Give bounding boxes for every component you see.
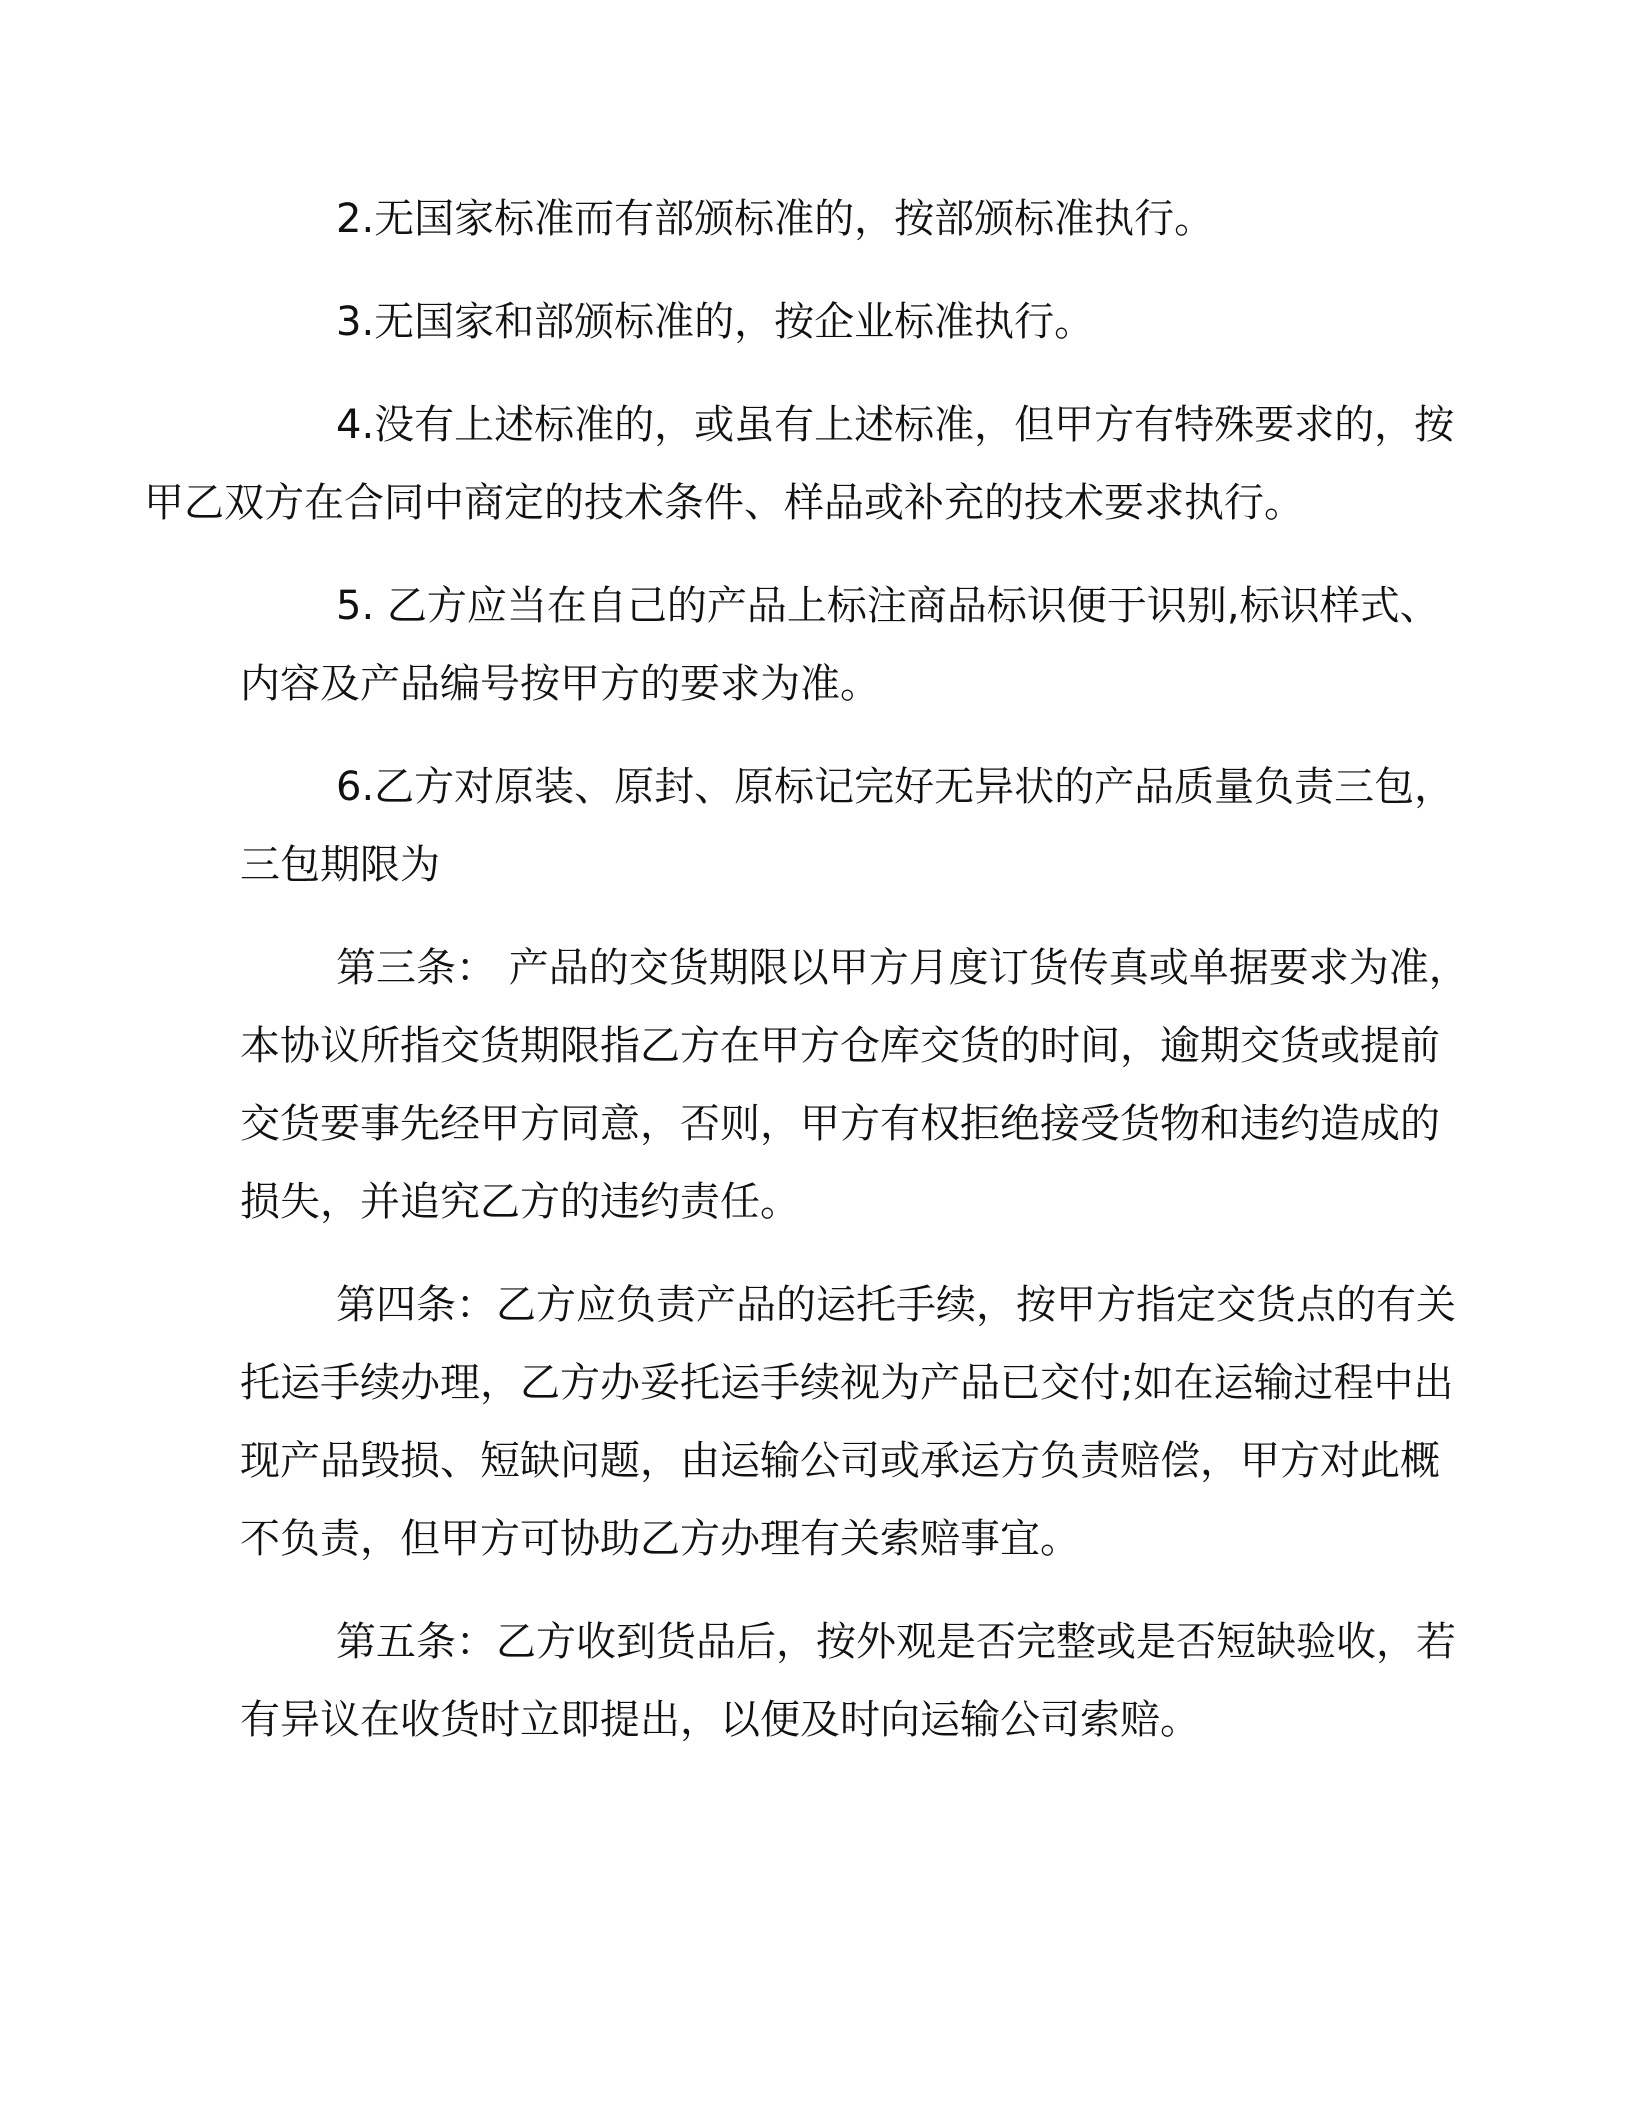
text-line: 5. 乙方应当在自己的产品上标注商品标识便于识别,标识样式、 bbox=[336, 583, 1440, 629]
text-line: 现产品毁损、短缺问题，由运输公司或承运方负责赔偿，甲方对此概 bbox=[240, 1438, 1440, 1484]
paragraph-item-4 bbox=[144, 386, 1455, 542]
text-line: 第四条：乙方应负责产品的运托手续，按甲方指定交货点的有关 bbox=[336, 1282, 1456, 1328]
text-line: 4.没有上述标准的，或虽有上述标准，但甲方有特殊要求的，按 bbox=[336, 402, 1455, 448]
text-line: 托运手续办理，乙方办妥托运手续视为产品已交付;如在运输过程中出 bbox=[240, 1360, 1454, 1406]
document-body bbox=[144, 180, 1469, 1784]
text-line: 三包期限为 bbox=[240, 842, 440, 888]
text-line: 不负责，但甲方可协助乙方办理有关索赔事宜。 bbox=[240, 1516, 1080, 1562]
text-line: 2.无国家标准而有部颁标准的，按部颁标准执行。 bbox=[336, 196, 1215, 242]
paragraph-article-3 bbox=[240, 929, 1469, 1241]
paragraph-article-4 bbox=[240, 1266, 1456, 1578]
text-line: 第三条： 产品的交货期限以甲方月度订货传真或单据要求为准， bbox=[336, 945, 1469, 991]
paragraph-item-3 bbox=[240, 283, 1392, 361]
paragraph-item-6 bbox=[240, 748, 1455, 904]
text-line: 6.乙方对原装、原封、原标记完好无异状的产品质量负责三包， bbox=[336, 764, 1455, 810]
text-line: 甲乙双方在合同中商定的技术条件、样品或补充的技术要求执行。 bbox=[144, 480, 1304, 526]
paragraph-article-5 bbox=[240, 1603, 1456, 1759]
paragraph-item-5 bbox=[240, 567, 1440, 723]
text-line: 内容及产品编号按甲方的要求为准。 bbox=[240, 661, 880, 707]
text-line: 有异议在收货时立即提出，以便及时向运输公司索赔。 bbox=[240, 1697, 1200, 1743]
paragraph-item-2 bbox=[240, 180, 1392, 258]
text-line: 损失，并追究乙方的违约责任。 bbox=[240, 1179, 800, 1225]
text-line: 本协议所指交货期限指乙方在甲方仓库交货的时间，逾期交货或提前 bbox=[240, 1023, 1440, 1069]
text-line: 3.无国家和部颁标准的，按企业标准执行。 bbox=[336, 299, 1095, 345]
text-line: 交货要事先经甲方同意，否则，甲方有权拒绝接受货物和违约造成的 bbox=[240, 1101, 1440, 1147]
text-line: 第五条：乙方收到货品后，按外观是否完整或是否短缺验收，若 bbox=[336, 1619, 1456, 1665]
